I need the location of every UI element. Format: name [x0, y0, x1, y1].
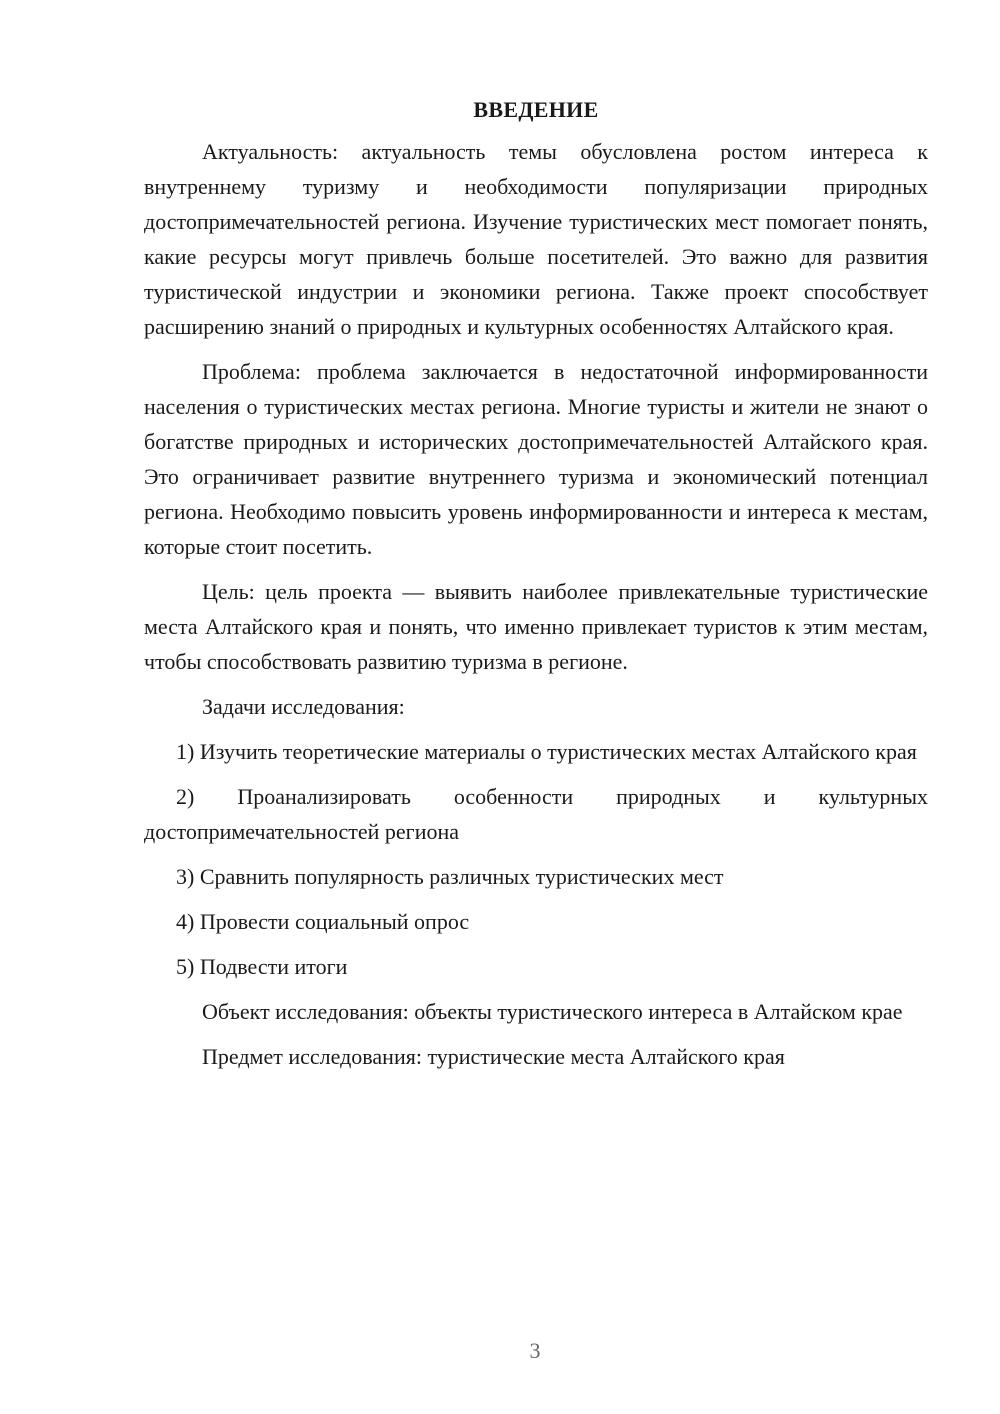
object-paragraph: Объект исследования: объекты туристического интереса в Алтайском крае [202, 999, 903, 1024]
task-item: 5) Подвести итоги [176, 954, 348, 979]
page-title: ВВЕДЕНИЕ [473, 97, 599, 122]
task-item: 3) Сравнить популярность различных туристических мест [176, 864, 724, 889]
problem-paragraph: Проблема: проблема заключается в недостаточной информированности населения о туристических местах региона. Многие туристы и жители не знают о богатстве природных и исторических достопримечательностей Алтайского края. Это ограничивает развитие внутреннего туризма и экономический потенциал региона. Необходимо повысить уровень информированности и интереса к местам, которые стоит посетить. [144, 359, 928, 559]
task-item: 4) Провести социальный опрос [176, 909, 470, 934]
goal-paragraph: Цель: цель проекта — выявить наиболее привлекательные туристические места Алтайского края и понять, что именно привлекает туристов к этим местам, чтобы способствовать развитию туризма в регионе. [144, 579, 928, 674]
page-number: 3 [529, 1338, 541, 1363]
relevance-paragraph: Актуальность: актуальность темы обусловлена ростом интереса к внутреннему туризму и необходимости популяризации природных достопримечательностей региона. Изучение туристических мест помогает понять, какие ресурсы могут привлечь больше посетителей. Это важно для развития туристической индустрии и экономики региона. Также проект способствует расширению знаний о природных и культурных особенностях Алтайского края. [144, 139, 928, 339]
task-item: 2) Проанализировать особенности природных и культурных достопримечательностей региона [144, 784, 928, 844]
subject-paragraph: Предмет исследования: туристические места Алтайского края [202, 1044, 785, 1069]
page-content [144, 94, 928, 1084]
tasks-heading: Задачи исследования: [202, 694, 405, 719]
task-item: 1) Изучить теоретические материалы о туристических местах Алтайского края [176, 739, 917, 764]
